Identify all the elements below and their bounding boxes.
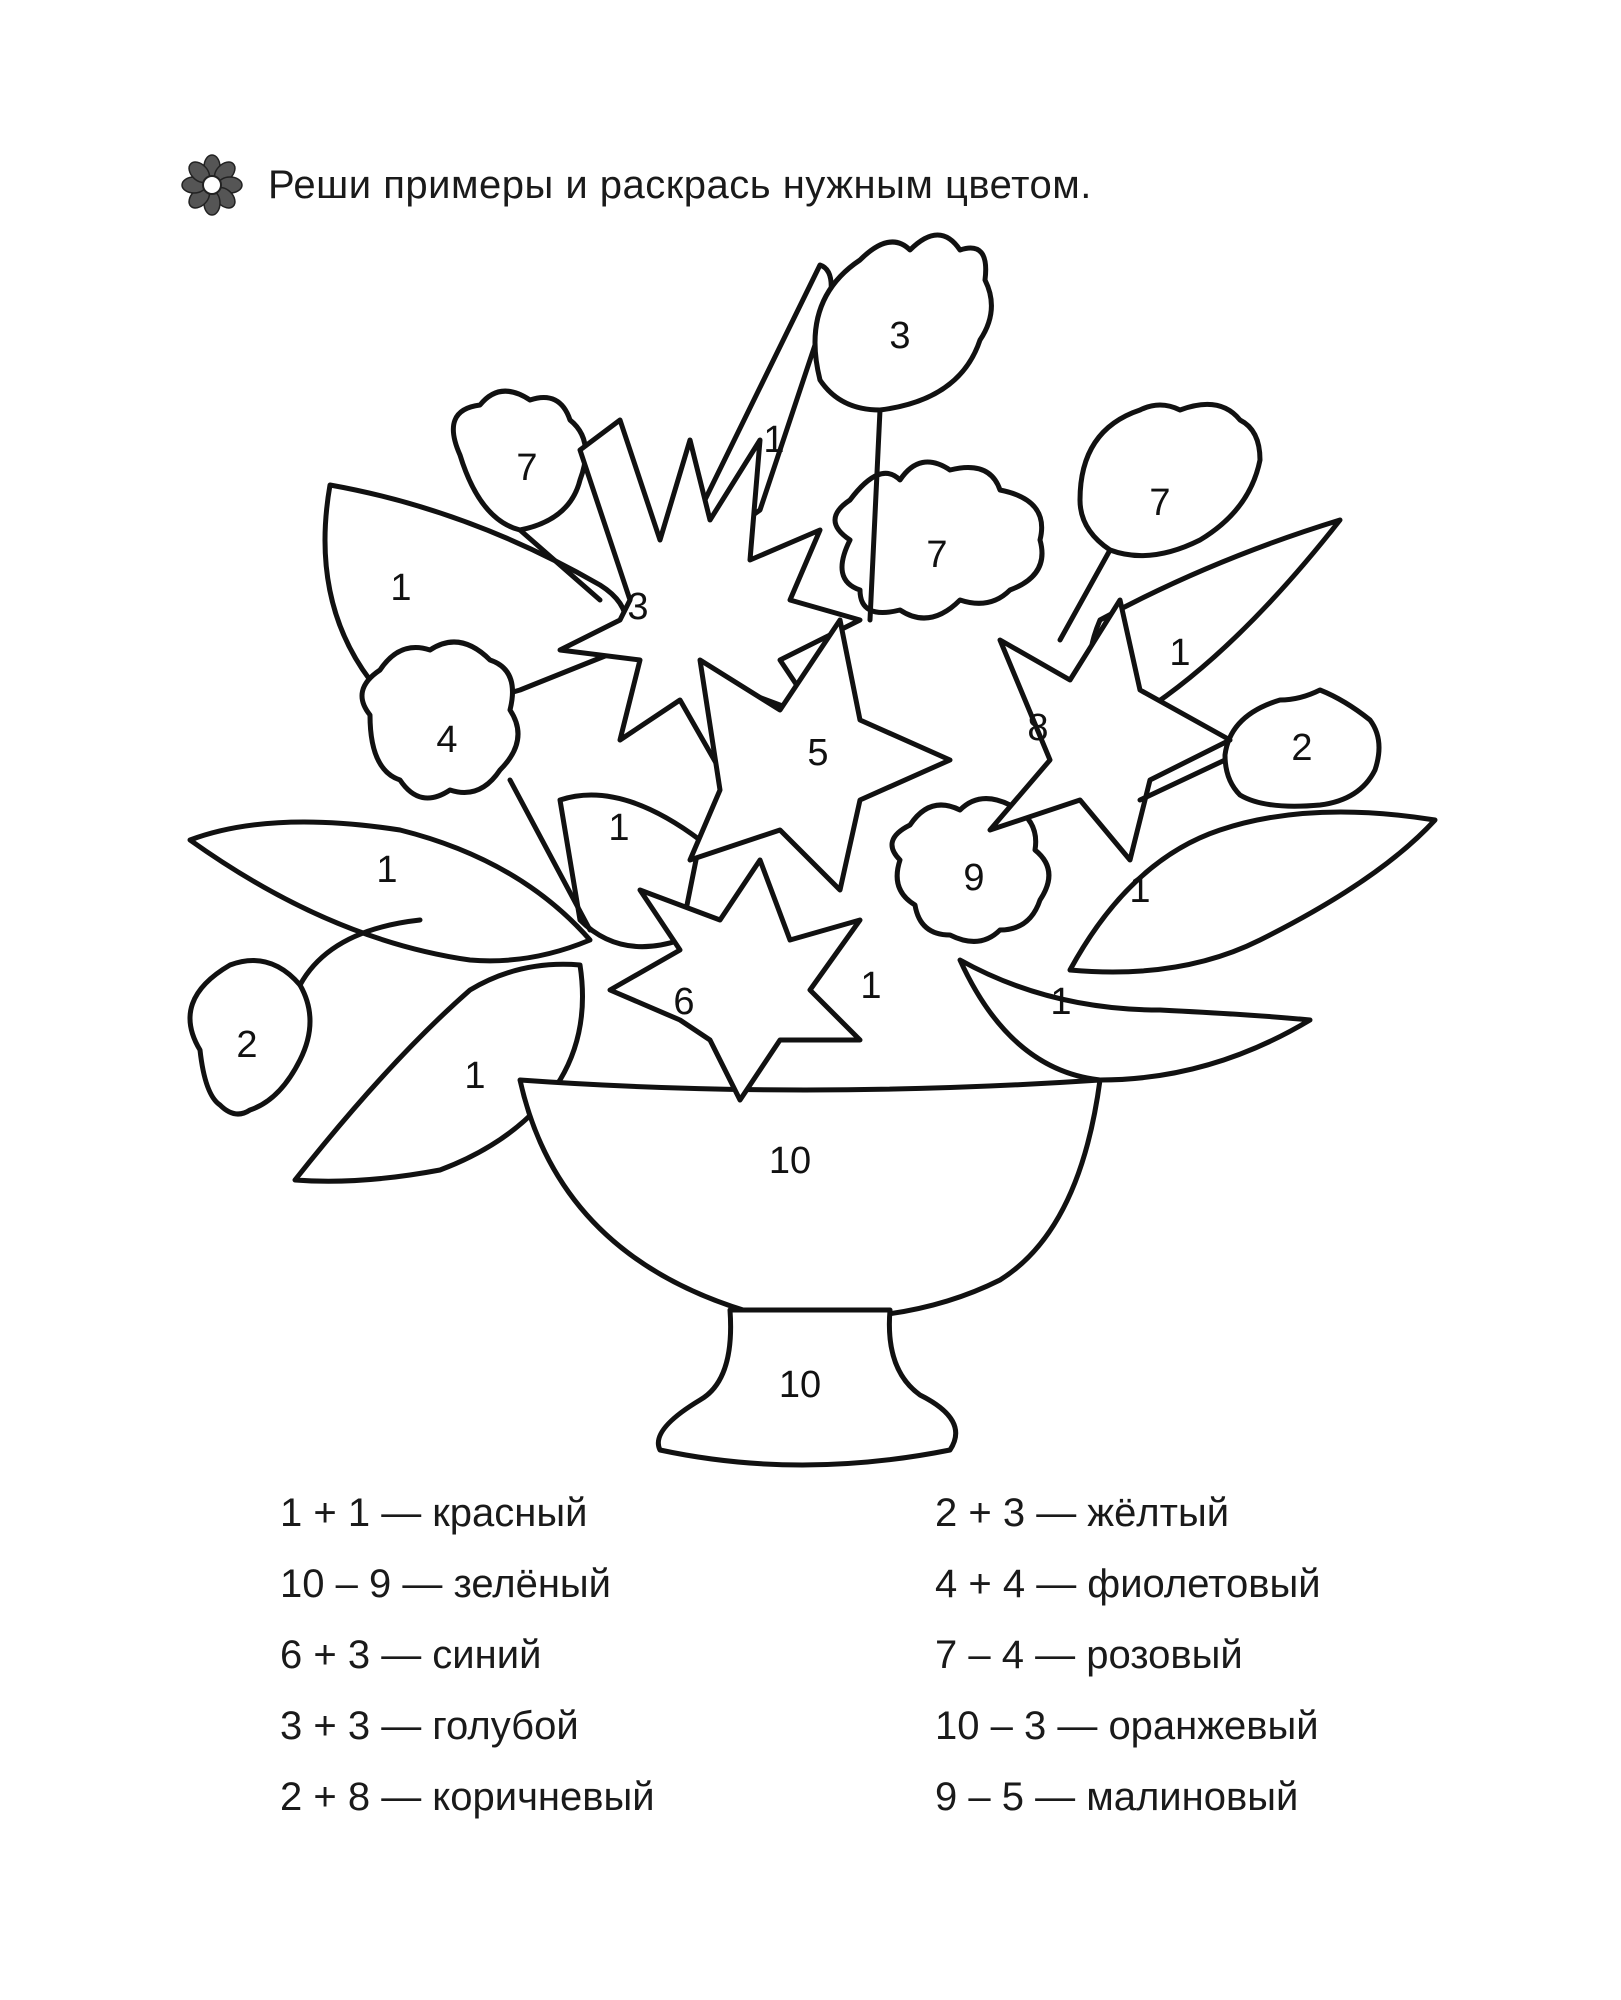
label-leaf-right-top: 1	[1169, 632, 1191, 675]
vase-bowl	[520, 1080, 1100, 1318]
label-leaf-left-mid: 1	[376, 849, 398, 892]
leaf-left-mid	[190, 822, 590, 961]
label-leaf-right-mid: 1	[1129, 869, 1151, 912]
label-leaf-right-low: 1	[1050, 981, 1072, 1024]
legend-item: 10 – 9 — зелёный	[280, 1562, 612, 1606]
label-daisy: 3	[627, 586, 649, 629]
legend-item: 9 – 5 — малиновый	[935, 1775, 1299, 1819]
instruction-title: Реши примеры и раскрась нужным цветом.	[268, 162, 1092, 207]
legend-item: 2 + 3 — жёлтый	[935, 1491, 1230, 1535]
star-bottom	[610, 860, 860, 1100]
label-leaf-left-low: 1	[464, 1055, 486, 1098]
label-flower-small: 9	[963, 857, 985, 900]
label-flower-left: 4	[436, 719, 458, 762]
legend-item: 6 + 3 — синий	[280, 1633, 542, 1677]
label-leaf-left-top: 1	[390, 567, 412, 610]
label-leaf-center: 1	[608, 807, 630, 850]
label-tulip-right-small: 2	[1291, 727, 1313, 770]
label-star-bottom: 6	[673, 981, 695, 1024]
label-star-right: 8	[1027, 707, 1049, 750]
label-vase-stem: 10	[778, 1364, 822, 1407]
label-tulip-top: 3	[889, 315, 911, 358]
legend-item: 1 + 1 — красный	[280, 1491, 588, 1535]
legend-item: 4 + 4 — фиолетовый	[935, 1562, 1321, 1606]
legend-item: 3 + 3 — голубой	[280, 1704, 579, 1748]
leaf-top-center	[700, 265, 831, 525]
legend-right-column	[935, 1478, 1321, 1833]
legend-item: 10 – 3 — оранжевый	[935, 1704, 1319, 1748]
label-tulip-right: 7	[1149, 482, 1171, 525]
label-tulip-left: 7	[516, 447, 538, 490]
label-flower-top-center: 7	[926, 534, 948, 577]
legend-item: 2 + 8 — коричневый	[280, 1775, 655, 1819]
label-star-center: 5	[807, 732, 829, 775]
legend-left-column	[280, 1478, 655, 1833]
legend-item: 7 – 4 — розовый	[935, 1633, 1243, 1677]
label-tulip-bottom-left: 2	[236, 1024, 258, 1067]
label-vase-bowl: 10	[768, 1140, 812, 1183]
label-leaf-top-center: 1	[763, 419, 785, 462]
label-leaf-small-center: 1	[860, 965, 882, 1008]
tulip-right	[1080, 404, 1260, 555]
leaf-right-low	[960, 960, 1310, 1080]
leaf-left-low	[295, 964, 583, 1181]
